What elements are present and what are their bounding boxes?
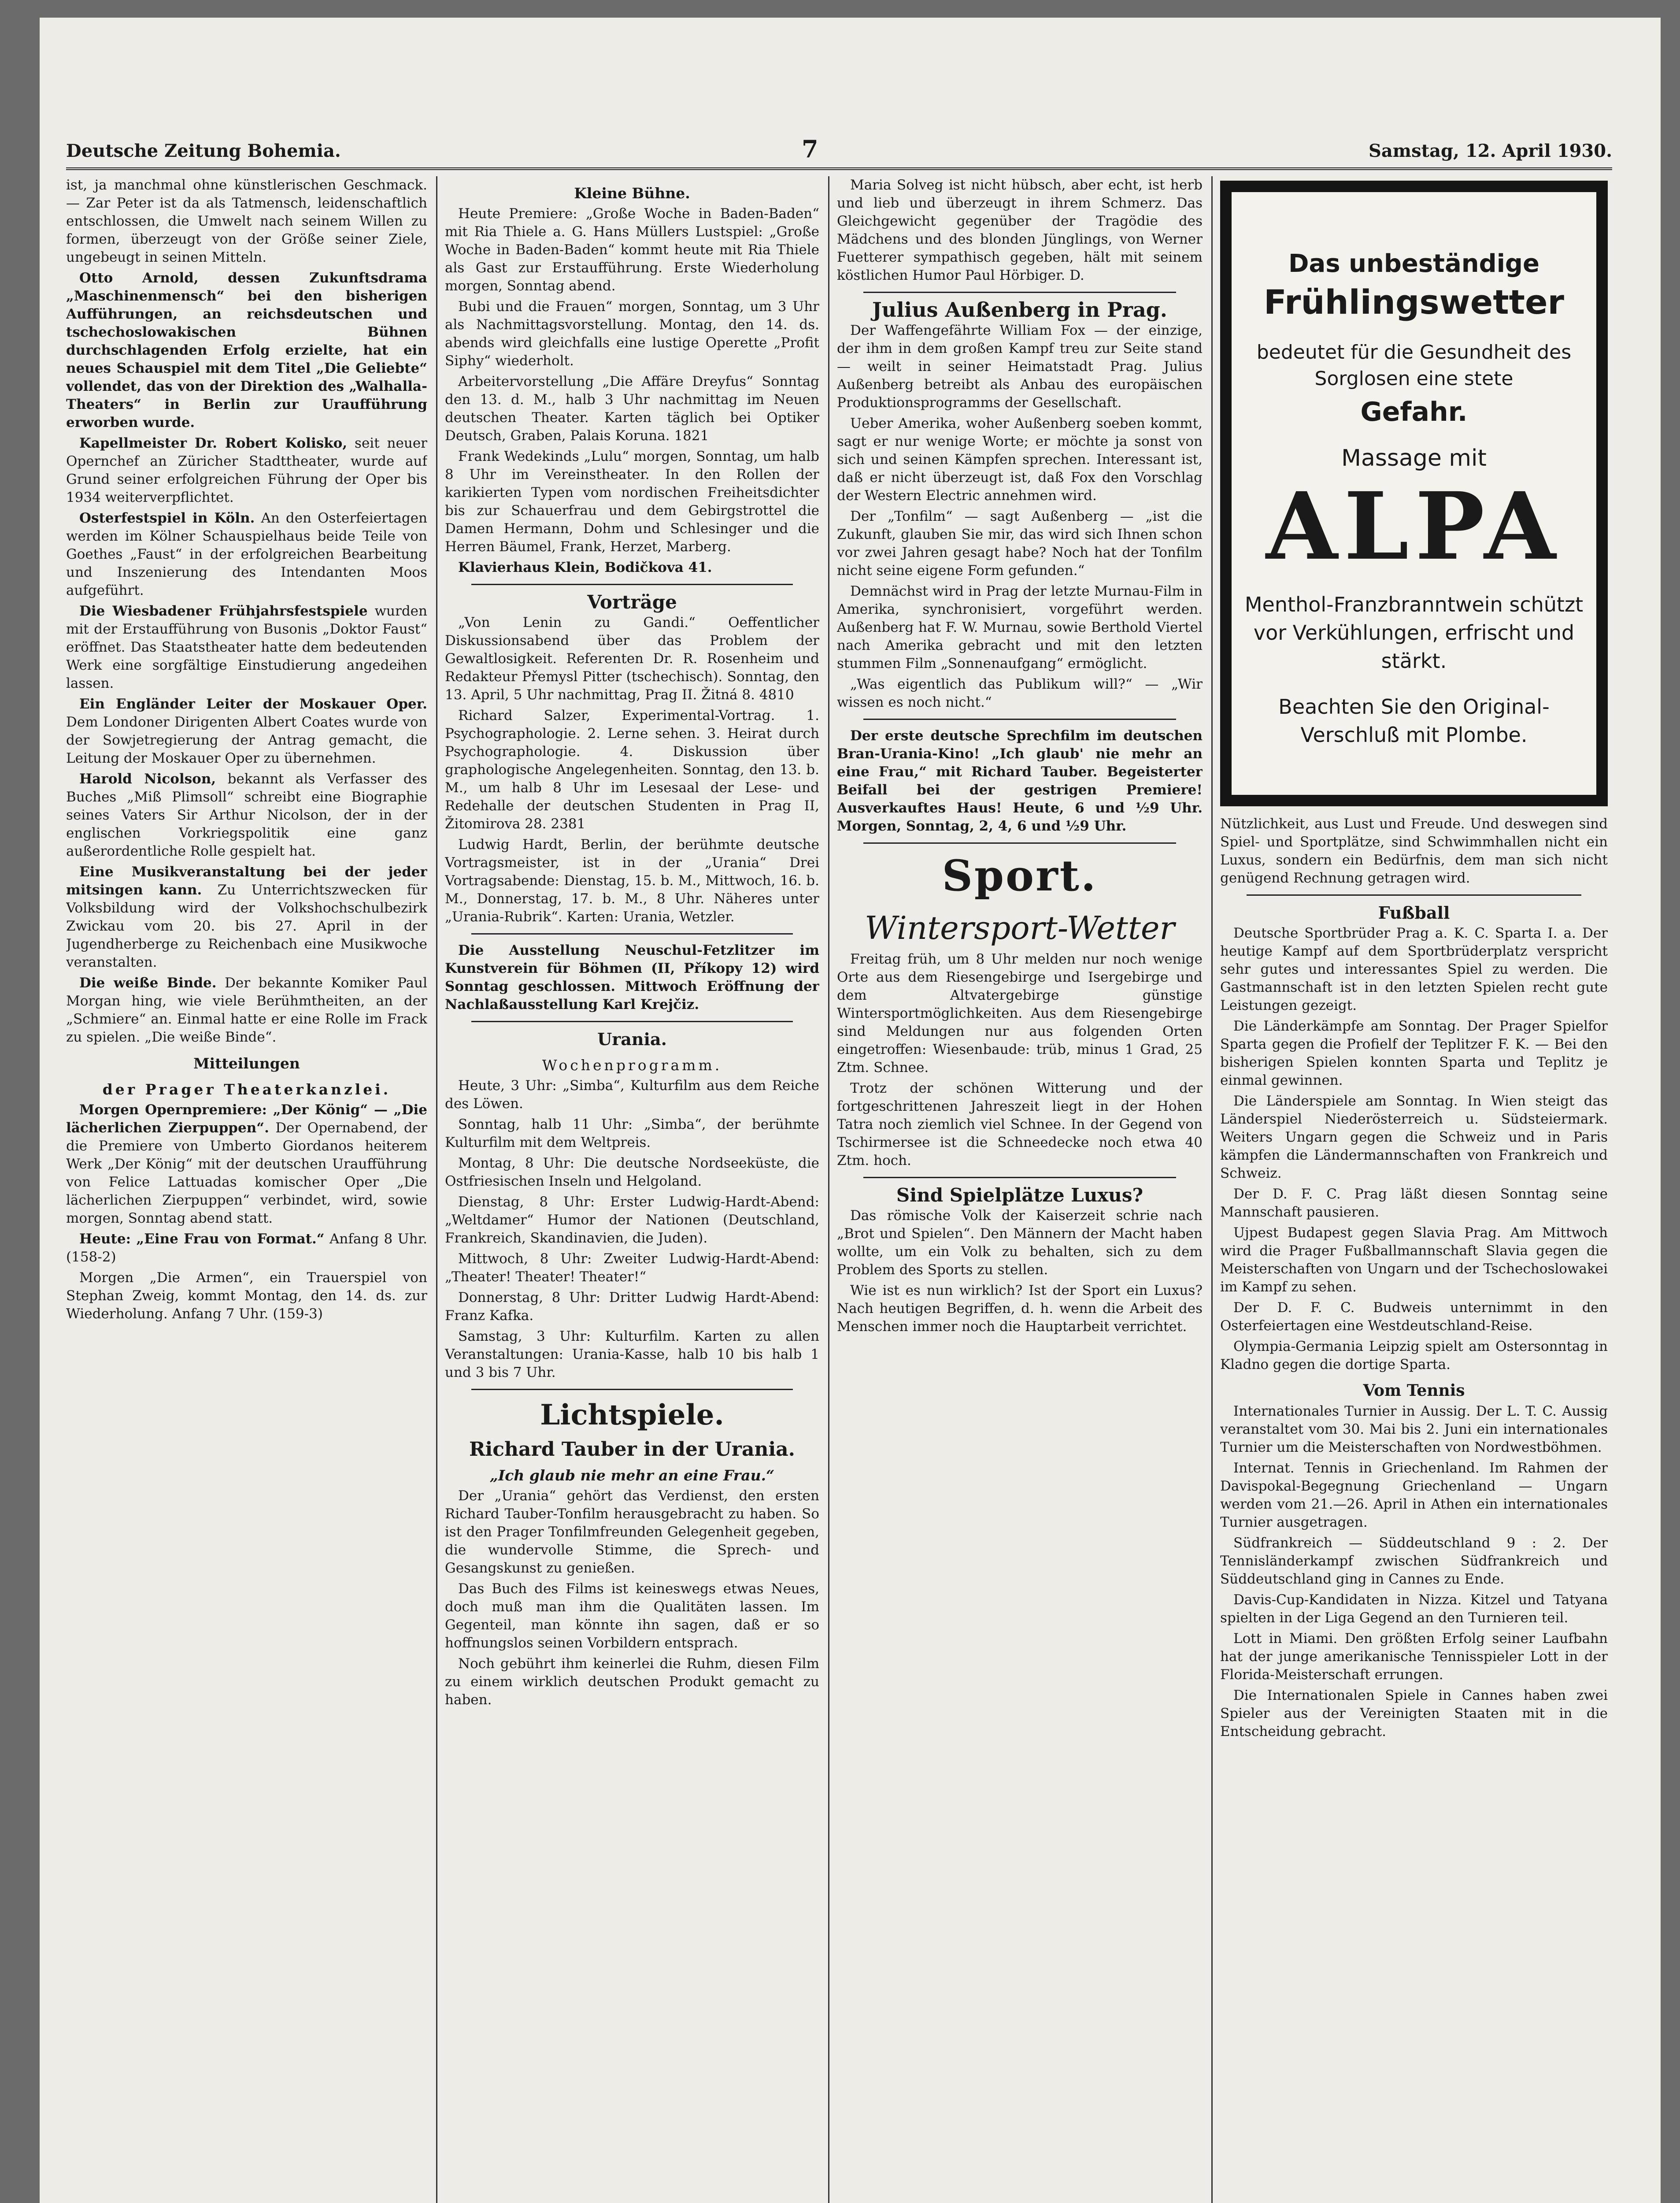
column-4 — [1220, 815, 1608, 2203]
divider — [471, 933, 793, 935]
article-text: wurden mit der Erstaufführung von Busonis „Doktor Faust“ eröffnet. Das Staatstheater hatte dem bedeutenden Werk eine sorgfältige Einstudierung angedeihen lassen. — [66, 603, 427, 691]
column-2 — [445, 176, 819, 2203]
section-heading: Mitteilungen — [193, 1055, 300, 1072]
article-text: An den Osterfeiertagen werden im Kölner Schauspielhaus beide Teile von Goethes „Faust“ in der erfolgreichen Bearbeitung und Inszenierung des Intendanten Moos aufgeführt. — [66, 510, 427, 598]
article-text: Freitag früh, um 8 Uhr melden nur noch wenige Orte aus dem Riesengebirge und Isergebirge und dem Altvatergebirge günstige Wintersportmöglichkeiten. Aus dem Riesengebirge sind Meldungen nur aus folgenden Orten eingetroffen: Wiesenbaude: trüb, minus 1 Grad, 25 Ztm. Schnee. — [837, 951, 1203, 1076]
column-1 — [66, 176, 427, 2203]
article-text: Nützlichkeit, aus Lust und Freude. Und deswegen sind Spiel- und Sportplätze, sind Schwimmhallen nicht ein Luxus, sondern ein Bedürfnis, dem man sich nicht genügend Rechnung getragen wird. — [1220, 816, 1608, 886]
article-text: Die Internationalen Spiele in Cannes haben zwei Spieler aus der Vereinigten Staaten mit in die Entscheidung gebracht. — [1220, 1687, 1608, 1739]
ad-headline: Frühlingswetter — [1263, 282, 1565, 322]
article-text — [66, 1230, 427, 1266]
newspaper-page — [40, 18, 1661, 2203]
article-text: Heute Premiere: „Große Woche in Baden-Baden“ mit Ria Thiele a. G. Hans Müllers Lustspiel: „Große Woche in Baden-Baden“ kommt heute mit Ria Thiele als Gast zur Erstaufführung. Erste Wiederholung morgen, Sonntag abend. — [445, 206, 819, 294]
article-text: Arbeitervorstellung „Die Affäre Dreyfus“ Sonntag den 13. d. M., halb 3 Uhr nachmittag im Neuen deutschen Theater. Karten täglich bei Optiker Deutsch, Graben, Palais Koruna. 1821 — [445, 374, 819, 444]
program-item: Donnerstag, 8 Uhr: Dritter Ludwig Hardt-Abend: Franz Kafka. — [445, 1290, 819, 1324]
article-text: Der bekannte Komiker Paul Morgan hing, wie viele Berühmtheiten, an der „Schmiere“ an. Einmal hatte er eine Rolle im Frack zu spielen. „Die weiße Binde“. — [66, 975, 427, 1045]
article-text: Wie ist es nun wirklich? Ist der Sport ein Luxus? Nach heutigen Begriffen, d. h. wenn die Arbeit des Menschen immer noch die Hauptarbeit verrichtet. — [837, 1283, 1203, 1335]
section-heading: Sport. — [942, 851, 1098, 901]
ad-text: Das unbeständige — [1288, 249, 1539, 278]
divider — [471, 1021, 793, 1022]
article-text: bekannt als Verfasser des Buches „Miß Plimsoll“ schreibt eine Biographie seines Vaters Sir Arthur Nicolson, der in der englischen Vorkriegspolitik eine ganz außerordentliche Rolle gespielt hat. — [66, 771, 427, 859]
ad-text: bedeutet für die Gesundheit des Sorglosen eine stete — [1256, 341, 1572, 390]
ad-brand: ALPA — [1266, 472, 1562, 581]
article-text: Der „Urania“ gehört das Verdienst, den ersten Richard Tauber-Tonfilm herausgebracht zu haben. So ist den Prager Tonfilmfreunden Gelegenheit gegeben, die wundervolle Stimme, die Sprech- und Gesangskunst zu genießen. — [445, 1488, 819, 1576]
article-text: Demnächst wird in Prag der letzte Murnau-Film in Amerika, synchronisiert, vorgeführt werden. Außenberg hat F. W. Murnau, sowie Berthold Viertel nach Amerika gebracht und mit den letzten stummen Film „Sonnenaufgang“ ermöglicht. — [837, 583, 1203, 671]
section-heading: Urania. — [597, 1029, 667, 1049]
program-item: Montag, 8 Uhr: Die deutsche Nordseeküste, die Ostfriesischen Inseln und Helgoland. — [445, 1155, 819, 1189]
article-heading: Morgen Opernpremiere: „Der König“ — „Die lächerlichen Zierpuppen“. — [66, 1102, 427, 1136]
page-header — [66, 119, 1612, 170]
ad-text: Massage mit — [1341, 445, 1487, 471]
ad-text: Menthol-Franzbranntwein schützt vor Verkühlungen, erfrischt und stärkt. — [1244, 593, 1584, 673]
column-3 — [837, 176, 1203, 2203]
section-subheading: der Prager Theaterkanzlei. — [102, 1081, 391, 1098]
column-rule — [436, 176, 437, 2203]
article-text: Bubi und die Frauen“ morgen, Sonntag, um 3 Uhr als Nachmittagsvorstellung. Montag, den 14. ds. abends wird gleichfalls eine lustige Operette „Profit Siphy“ wiederholt. — [445, 299, 819, 369]
article-text: Der Waffengefährte William Fox — der einzige, der ihm in dem großen Kampf treu zur Seite stand — weilt in seiner Heimatstadt Prag. Julius Außenberg betreibt als Anbau des europäischen Produktionsprogramms der Gesellschaft. — [837, 323, 1203, 411]
article-text: Zu Unterrichtszwecken für Volksbildung wird der Volkshochschulbezirk Zwickau vom 20. bis 27. April in der Jugendherberge zu Reichenbach eine Musikwoche veranstalten. — [66, 882, 427, 970]
divider — [471, 584, 793, 585]
article-text: Ujpest Budapest gegen Slavia Prag. Am Mittwoch wird die Prager Fußballmannschaft Slavia gegen die Meisterschaften von Ungarn und der Tschechoslowakei im Kampf zu sehen. — [1220, 1225, 1608, 1295]
article-heading: Die Wiesbadener Frühjahrsfestspiele — [79, 603, 368, 619]
article-text: Internationales Turnier in Aussig. Der L. T. C. Aussig veranstaltet vom 30. Mai bis 2. Juni ein internationales Turnier um die Meisterschaften von Nordwestböhmen. — [1220, 1403, 1608, 1455]
article-text: Südfrankreich — Süddeutschland 9 : 2. Der Tennisländerkampf zwischen Südfrankreich und Süddeutschland ging in Cannes zu Ende. — [1220, 1535, 1608, 1587]
article-heading: Eine Musikveranstaltung bei der jeder mitsingen kann. — [66, 864, 427, 898]
article-heading: Richard Tauber in der Urania. — [469, 1438, 795, 1461]
article-text — [66, 863, 427, 972]
article-text: Klavierhaus Klein, Bodičkova 41. — [458, 560, 712, 575]
article-text: Ueber Amerika, woher Außenberg soeben kommt, sagt er nur wenige Worte; er möchte ja sonst von sich und seinen Kämpfen sprechen. Interessant ist, daß er nicht überzeugt ist, daß Fox den Vorschlag der Western Electric annehmen wird. — [837, 415, 1203, 504]
article-subheading: „Ich glaub nie mehr an eine Frau.“ — [489, 1467, 775, 1484]
article-heading: Ein Engländer Leiter der Moskauer Oper. — [79, 696, 427, 712]
article-heading: Sind Spielplätze Luxus? — [896, 1184, 1143, 1206]
section-subheading: Wintersport-Wetter — [865, 909, 1175, 946]
article-text: Dem Londoner Dirigenten Albert Coates wurde von der Sowjetregierung der Antrag gemacht, die Leitung der Moskauer Oper zu übernehmen. — [66, 714, 427, 766]
article-text: Trotz der schönen Witterung und der fortgeschrittenen Jahreszeit liegt in der Hohen Tatra noch ziemlich viel Schnee. In der Gegend von Tschirmersee ist die Schneedecke noch etwa 40 Ztm. hoch. — [837, 1080, 1203, 1168]
article-text: Anfang 8 Uhr. (158-2) — [66, 1231, 427, 1265]
article-heading: Die weiße Binde. — [79, 975, 217, 991]
section-heading: Vom Tennis — [1363, 1381, 1465, 1400]
program-item: Mittwoch, 8 Uhr: Zweiter Ludwig-Hardt-Abend: „Theater! Theater! Theater!“ — [445, 1251, 819, 1285]
article-text: „Was eigentlich das Publikum will?“ — „Wir wissen es noch nicht.“ — [837, 676, 1203, 710]
article-text — [66, 974, 427, 1046]
article-text: Lott in Miami. Den größten Erfolg seiner Laufbahn hat der junge amerikanische Tennisspieler Lott in der Florida-Meisterschaft errungen. — [1220, 1631, 1608, 1683]
article-text — [66, 602, 427, 693]
article-text: Der „Tonfilm“ — sagt Außenberg — „ist die Zukunft, glauben Sie mir, das wird sich Ihnen schon vor zwei Jahren gesagt habe? Noch hat der Tonfilm nicht seine eigene Form gefunden.“ — [837, 508, 1203, 579]
ad-text: Gefahr. — [1360, 397, 1468, 427]
column-rule — [1211, 176, 1213, 2203]
alpa-advertisement — [1220, 181, 1608, 806]
article-text: Die Ausstellung Neuschul-Fetzlitzer im Kunstverein für Böhmen (II, Příkopy 12) wird Sonntag geschlossen. Mittwoch Eröffnung der Nachlaßausstellung Karl Krejčiz. — [445, 942, 819, 1012]
article-text — [66, 509, 427, 600]
cinema-notice: Der erste deutsche Sprechfilm im deutschen Bran-Urania-Kino! „Ich glaub' nie mehr an eine Frau,“ mit Richard Tauber. Begeisterter Beifall bei der gestrigen Premiere! Ausverkauftes Haus! Heute, 6 und ½9 Uhr. Morgen, Sonntag, 2, 4, 6 und ½9 Uhr. — [837, 728, 1203, 834]
article-text: Die Länderkämpfe am Sonntag. Der Prager Spielfor Sparta gegen die Profielf der Teplitzer F. K. — Bei den bisherigen Spielen konnten Sparta und Teplitz je einmal gewinnen. — [1220, 1018, 1608, 1088]
article-text: Maria Solveg ist nicht hübsch, aber echt, ist herb und lieb und überzeugt in ihrem Schmerz. Das Gleichgewicht gegenüber der Tragödie des Mädchens und des blonden Jünglings, von Werner Fuetterer sympathisch gegeben, hält mit seinem köstlichen Humor Paul Hörbiger. D. — [837, 177, 1203, 283]
section-heading: Kleine Bühne. — [574, 185, 690, 202]
article-text: ist, ja manchmal ohne künstlerischen Geschmack. — Zar Peter ist da als Tatmensch, leidenschaftlich entschlossen, die Umwelt nach seinem Willen zu formen, überzeugt von der Größe seiner Ziele, ungebeugt in seinen Mitteln. — [66, 177, 427, 265]
article-text: seit neuer Opernchef an Züricher Stadttheater, wurde auf Grund seiner erfolgreichen Führung der Oper bis 1934 weiterverpflichtet. — [66, 435, 427, 505]
article-text: Das Buch des Films ist keineswegs etwas Neues, doch muß man ihm die Qualitäten lassen. Im Gegenteil, man könnte ihn sagen, daß er so hoffnungslos seinen Vorbildern entsprach. — [445, 1581, 819, 1651]
section-subheading: Wochenprogramm. — [542, 1057, 722, 1074]
article-heading: Kapellmeister Dr. Robert Kolisko, — [79, 435, 348, 451]
article-text: Morgen „Die Armen“, ein Trauerspiel von Stephan Zweig, kommt Montag, den 14. ds. zur Wiederholung. Anfang 7 Uhr. (159-3) — [66, 1270, 427, 1322]
article-text — [66, 770, 427, 860]
article-text: Davis-Cup-Kandidaten in Nizza. Kitzel und Tatyana spielten in der Liga Gegend an den Turnieren teil. — [1220, 1592, 1608, 1626]
article-text: Der D. F. C. Prag läßt diesen Sonntag seine Mannschaft pausieren. — [1220, 1186, 1608, 1220]
article-text: Frank Wedekinds „Lulu“ morgen, Sonntag, um halb 8 Uhr im Vereinstheater. In den Rollen der karikierten Typen vom nordischen Freiheitsdichter bis zur Schauerfrau und dem Gebirgstrottel die Damen Hermann, Dohm und Schlesinger und die Herren Bäumel, Frank, Herzet, Marberg. — [445, 449, 819, 555]
column-rule — [828, 176, 829, 2203]
divider — [863, 292, 1176, 293]
section-heading: Lichtspiele. — [540, 1398, 724, 1432]
article-heading: Osterfestspiel in Köln. — [79, 510, 255, 526]
article-text: Internat. Tennis in Griechenland. Im Rahmen der Davispokal-Begegnung Griechenland — Ungarn werden vom 21.—26. April in Athen ein internationales Turnier ausgetragen. — [1220, 1460, 1608, 1530]
divider — [863, 842, 1176, 844]
article-text: Der D. F. C. Budweis unternimmt in den Osterfeiertagen eine Westdeutschland-Reise. — [1220, 1300, 1608, 1334]
program-item: Samstag, 3 Uhr: Kulturfilm. Karten zu allen Veranstaltungen: Urania-Kasse, halb 10 bis halb 1 und 3 bis 7 Uhr. — [445, 1328, 819, 1380]
divider — [1247, 894, 1581, 896]
article-text: Noch gebührt ihm keinerlei die Ruhm, diesen Film zu einem wirklich deutschen Produkt gemacht zu haben. — [445, 1656, 819, 1708]
article-text: Das römische Volk der Kaiserzeit schrie nach „Brot und Spielen“. Den Männern der Macht haben wollte, um ein Volk zu behalten, sich zu dem Problem des Sports zu stellen. — [837, 1208, 1203, 1278]
article-text: „Von Lenin zu Gandi.“ Oeffentlicher Diskussionsabend über das Problem der Gewaltlosigkeit. Referenten Dr. R. Rosenheim und Redakteur Přemysl Pitter (tschechisch). Sonntag, den 13. April, 5 Uhr nachmittag, Prag II. Žitná 8. 4810 — [445, 615, 819, 703]
article-text — [66, 1101, 427, 1228]
article-text: Olympia-Germania Leipzig spielt am Ostersonntag in Kladno gegen die dortige Sparta. — [1220, 1339, 1608, 1372]
article-heading: Harold Nicolson, — [79, 771, 216, 787]
issue-date: Samstag, 12. April 1930. — [1368, 141, 1612, 161]
divider — [863, 1177, 1176, 1178]
article-heading: Julius Außenberg in Prag. — [872, 298, 1167, 322]
section-heading: Fußball — [1378, 903, 1450, 923]
article-text: Otto Arnold, dessen Zukunftsdrama „Maschinenmensch“ bei den bisherigen Aufführungen, an reichsdeutschen und tschechoslowakischen Bühnen durchschlagenden Erfolg erzielte, hat ein neues Schauspiel mit dem Titel „Die Geliebte“ vollendet, das von der Direktion des „Walhalla-Theaters“ in Berlin zur Uraufführung erworben wurde. — [66, 270, 427, 430]
article-text: Ludwig Hardt, Berlin, der berühmte deutsche Vortragsmeister, ist in der „Urania“ Drei Vortragsabende: Dienstag, 15. b. M., Mittwoch, 16. b. M., Donnerstag, 17. b. M., 8 Uhr. Näheres unter „Urania-Rubrik“. Karten: Urania, Wetzler. — [445, 837, 819, 925]
program-item: Dienstag, 8 Uhr: Erster Ludwig-Hardt-Abend: „Weltdamer“ Humor der Nationen (Deutschland, Frankreich, Skandinavien, die Juden). — [445, 1194, 819, 1246]
newspaper-name: Deutsche Zeitung Bohemia. — [66, 141, 341, 161]
section-heading: Vorträge — [587, 591, 677, 613]
divider — [863, 719, 1176, 720]
article-heading: Heute: „Eine Frau von Format.“ — [79, 1231, 325, 1247]
program-item: Heute, 3 Uhr: „Simba“, Kulturfilm aus dem Reiche des Löwen. — [445, 1078, 819, 1112]
article-text: Richard Salzer, Experimental-Vortrag. 1. Psychographologie. 2. Lerne sehen. 3. Heirat durch Psychographologie. 4. Diskussion über graphologische Angelegenheiten. Sonntag, den 13. b. M., um halb 8 Uhr im Lesesaal der Lese- und Redehalle der deutschen Studenten in Prag II, Žitomirova 28. 2381 — [445, 708, 819, 832]
article-text: Der Opernabend, der die Premiere von Umberto Giordanos heiterem Werk „Der König“ mit der deutschen Uraufführung von Felice Lattuadas komischer Oper „Die lächerlichen Zierpuppen“ verbindet, wird, sowie morgen, Sonntag abend statt. — [66, 1120, 427, 1226]
divider — [471, 1389, 793, 1390]
page-number: 7 — [802, 135, 818, 163]
ad-text: Beachten Sie den Original-Verschluß mit Plombe. — [1278, 695, 1550, 747]
article-text — [66, 269, 427, 432]
program-item: Sonntag, halb 11 Uhr: „Simba“, der berühmte Kulturfilm mit dem Weltpreis. — [445, 1116, 819, 1150]
article-text: Die Länderspiele am Sonntag. In Wien steigt das Länderspiel Niederösterreich u. Südsteiermark. Weiters Ungarn gegen die Schweiz und in Paris kämpfen die Ländermannschaften von Frankreich und Schweiz. — [1220, 1093, 1608, 1181]
article-text: Deutsche Sportbrüder Prag a. K. C. Sparta I. a. Der heutige Kampf auf dem Sportbrüderplatz verspricht sehr gutes und interessantes Spiel zu werden. Die Gastmannschaft ist in den letzten Spielen recht gute Leistungen gezeigt. — [1220, 925, 1608, 1013]
article-text — [66, 695, 427, 768]
article-text — [66, 434, 427, 507]
